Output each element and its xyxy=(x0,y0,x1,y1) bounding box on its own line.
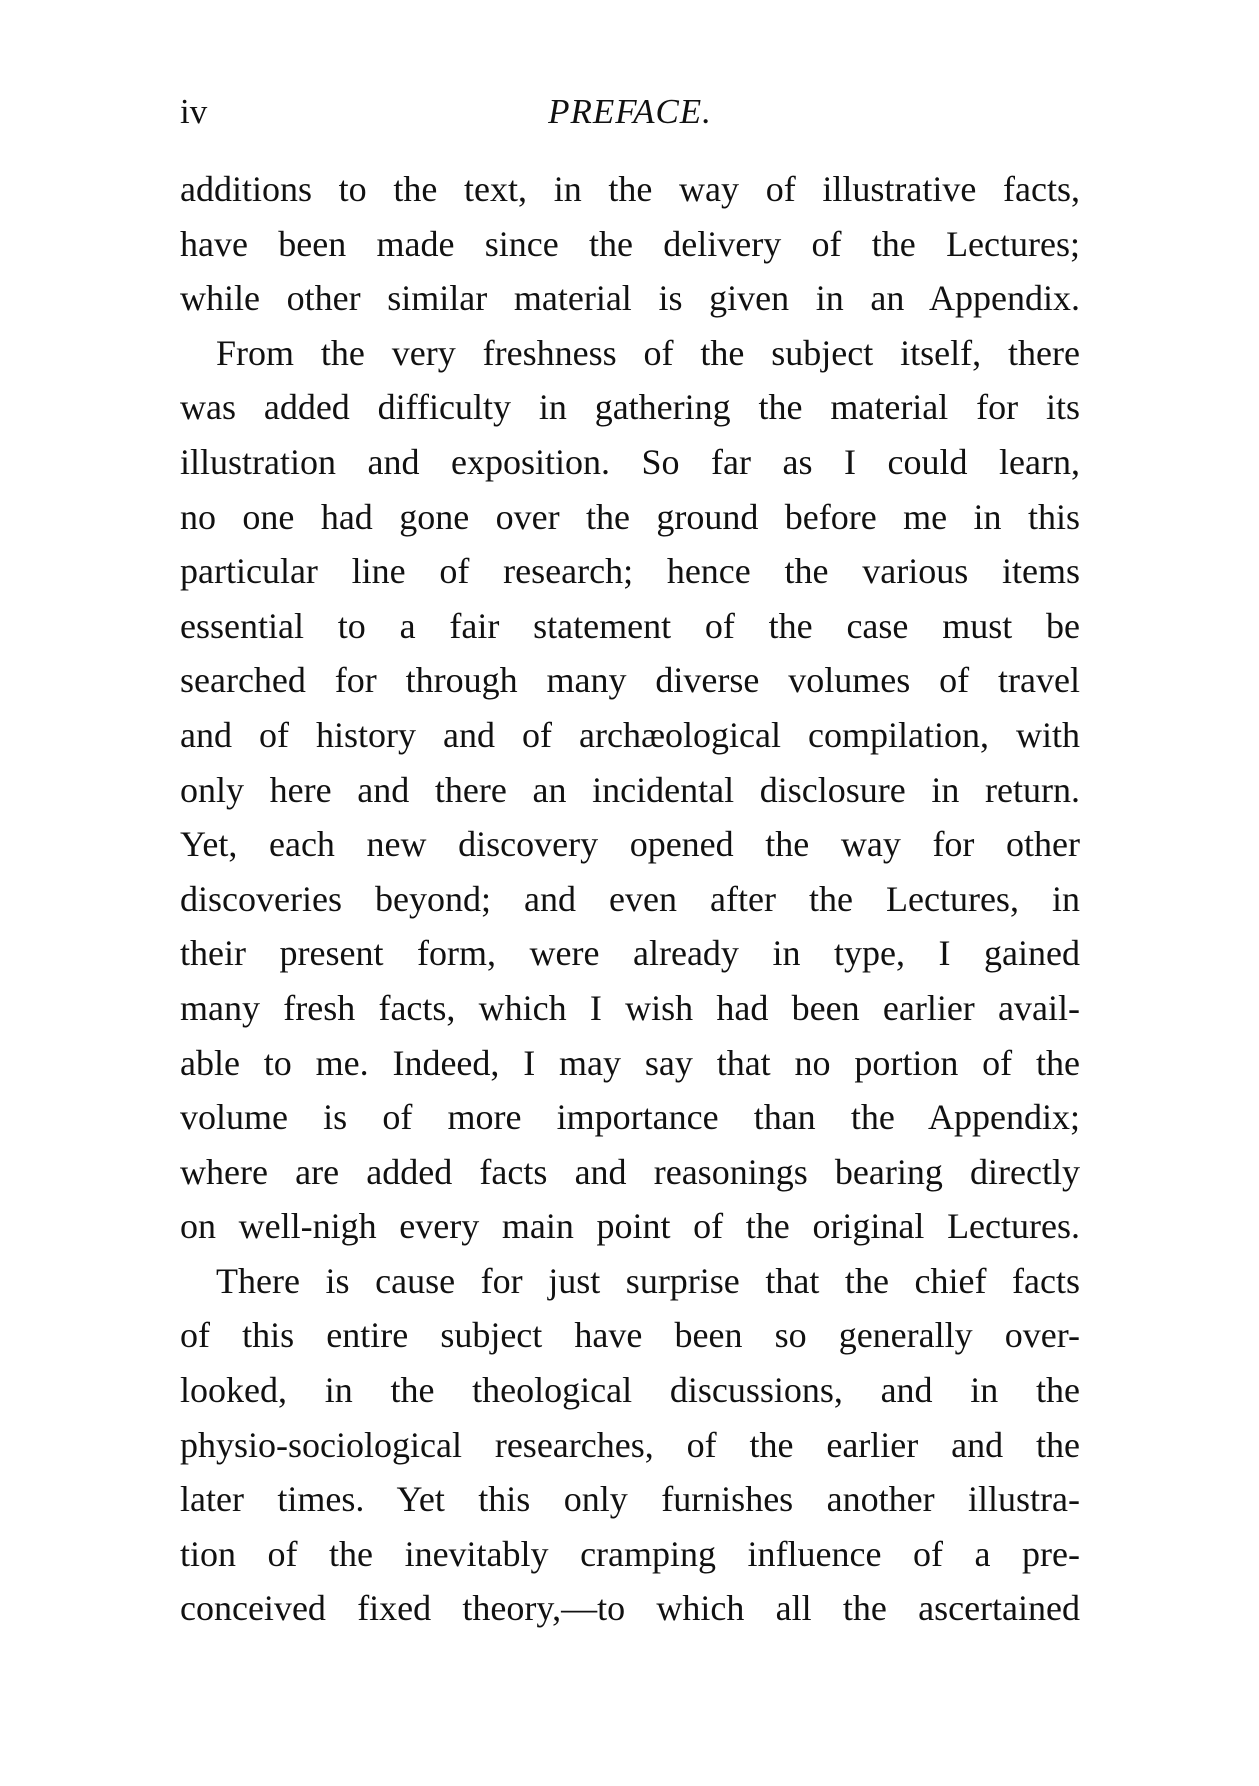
text-line: conceived fixed theory,—to which all the ascertained xyxy=(180,1588,1080,1629)
text-line: while other similar material is given in an Appendix. xyxy=(180,278,1080,319)
text-line: discoveries beyond; and even after the Lectures, in xyxy=(180,878,1080,919)
text-line: no one had gone over the ground before me in this xyxy=(180,496,1080,537)
text-line: physio-sociological researches, of the earlier and the xyxy=(180,1424,1080,1465)
paragraph-start-line: From the very freshness of the subject itself, there xyxy=(216,332,1080,373)
text-line: and of history and of archæological compilation, with xyxy=(180,714,1080,755)
text-line: additions to the text, in the way of illustrative facts, xyxy=(180,169,1080,209)
preface-text xyxy=(180,162,1080,1636)
paragraph-start-line: There is cause for just surprise that the chief facts xyxy=(216,1260,1080,1301)
text-line: their present form, were already in type, I gained xyxy=(180,933,1080,974)
text-line: volume is of more importance than the Appendix; xyxy=(180,1097,1080,1138)
text-line: later times. Yet this only furnishes another illustra- xyxy=(180,1479,1080,1520)
page-number: iv xyxy=(180,92,208,131)
text-line: looked, in the theological discussions, and in the xyxy=(180,1370,1080,1411)
text-line: where are added facts and reasonings bearing directly xyxy=(180,1151,1080,1192)
text-line: able to me. Indeed, I may say that no portion of the xyxy=(180,1042,1080,1083)
text-line: tion of the inevitably cramping influence of a pre- xyxy=(180,1533,1080,1574)
text-line: many fresh facts, which I wish had been earlier avail- xyxy=(180,987,1080,1028)
text-line: have been made since the delivery of the Lectures; xyxy=(180,223,1080,264)
text-line: illustration and exposition. So far as I could learn, xyxy=(180,441,1080,482)
text-line: particular line of research; hence the various items xyxy=(180,551,1080,592)
running-head xyxy=(180,88,1080,136)
running-title: PREFACE. xyxy=(548,92,712,131)
text-line: essential to a fair statement of the case must be xyxy=(180,605,1080,646)
text-line: only here and there an incidental disclosure in return. xyxy=(180,769,1080,810)
text-line: of this entire subject have been so generally over- xyxy=(180,1315,1080,1356)
text-line: was added difficulty in gathering the material for its xyxy=(180,387,1080,428)
text-line: Yet, each new discovery opened the way for other xyxy=(180,824,1080,865)
text-line: searched for through many diverse volumes of travel xyxy=(180,660,1080,701)
text-line: on well-nigh every main point of the original Lectures. xyxy=(180,1206,1080,1247)
